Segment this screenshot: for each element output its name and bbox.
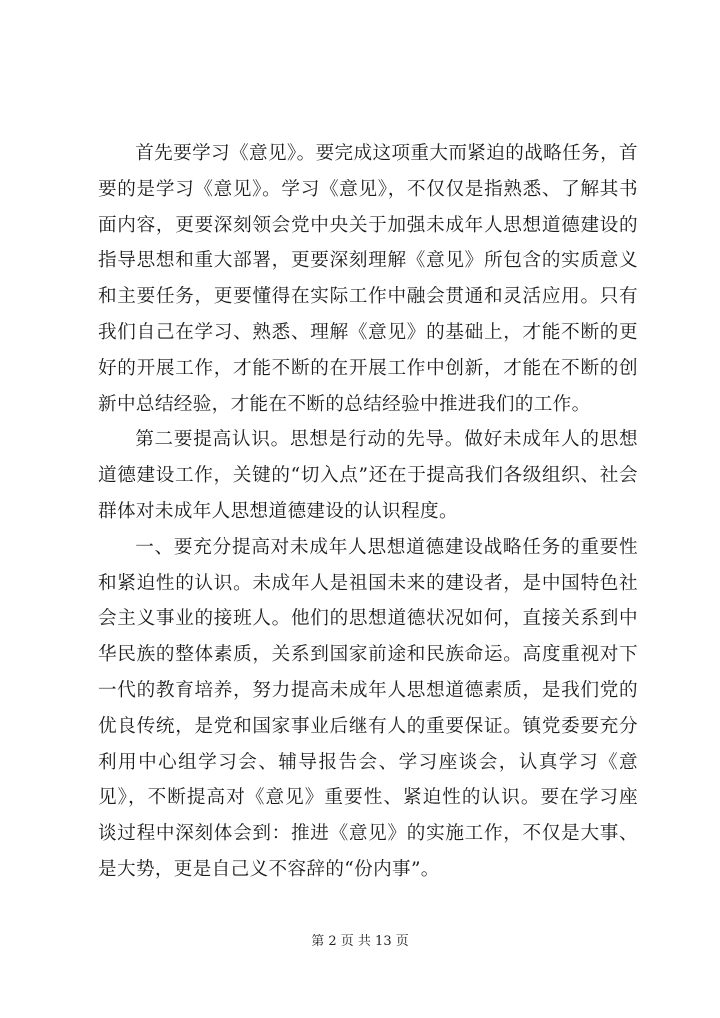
document-body [98, 136, 638, 888]
page-footer: 第 2 页 共 13 页 [311, 934, 409, 949]
paragraph-importance-urgency: 一、要充分提高对未成年人思想道德建设战略任务的重要性和紧迫性的认识。未成年人是祖国未来的建设者，是中国特色社会主义事业的接班人。他们的思想道德状况如何，直接关系到中华民族的整体素质，关系到国家前途和民族命运。高度重视对下一代的教育培养，努力提高未成年人思想道德素质，是我们党的优良传统，是党和国家事业后继有人的重要保证。镇党委要充分利用中心组学习会、辅导报告会、学习座谈会，认真学习《意见》，不断提高对《意见》重要性、紧迫性的认识。要在学习座谈过程中深刻体会到：推进《意见》的实施工作，不仅是大事、是大势，更是自己义不容辞的“份内事”。 [98, 536, 638, 880]
paragraph-study-opinion: 首先要学习《意见》。要完成这项重大而紧迫的战略任务，首要的是学习《意见》。学习《意见》，不仅仅是指熟悉、了解其书面内容，更要深刻领会党中央关于加强未成年人思想道德建设的指导思想和重大部署，更要深刻理解《意见》所包含的实质意义和主要任务，更要懂得在实际工作中融会贯通和灵活应用。只有我们自己在学习、熟悉、理解《意见》的基础上，才能不断的更好的开展工作，才能不断的在开展工作中创新，才能在不断的创新中总结经验，才能在不断的总结经验中推进我们的工作。 [98, 143, 638, 415]
paragraph-raise-awareness: 第二要提高认识。思想是行动的先导。做好未成年人的思想道德建设工作，关键的“切入点”还在于提高我们各级组织、社会群体对未成年人思想道德建设的认识程度。 [98, 429, 638, 522]
